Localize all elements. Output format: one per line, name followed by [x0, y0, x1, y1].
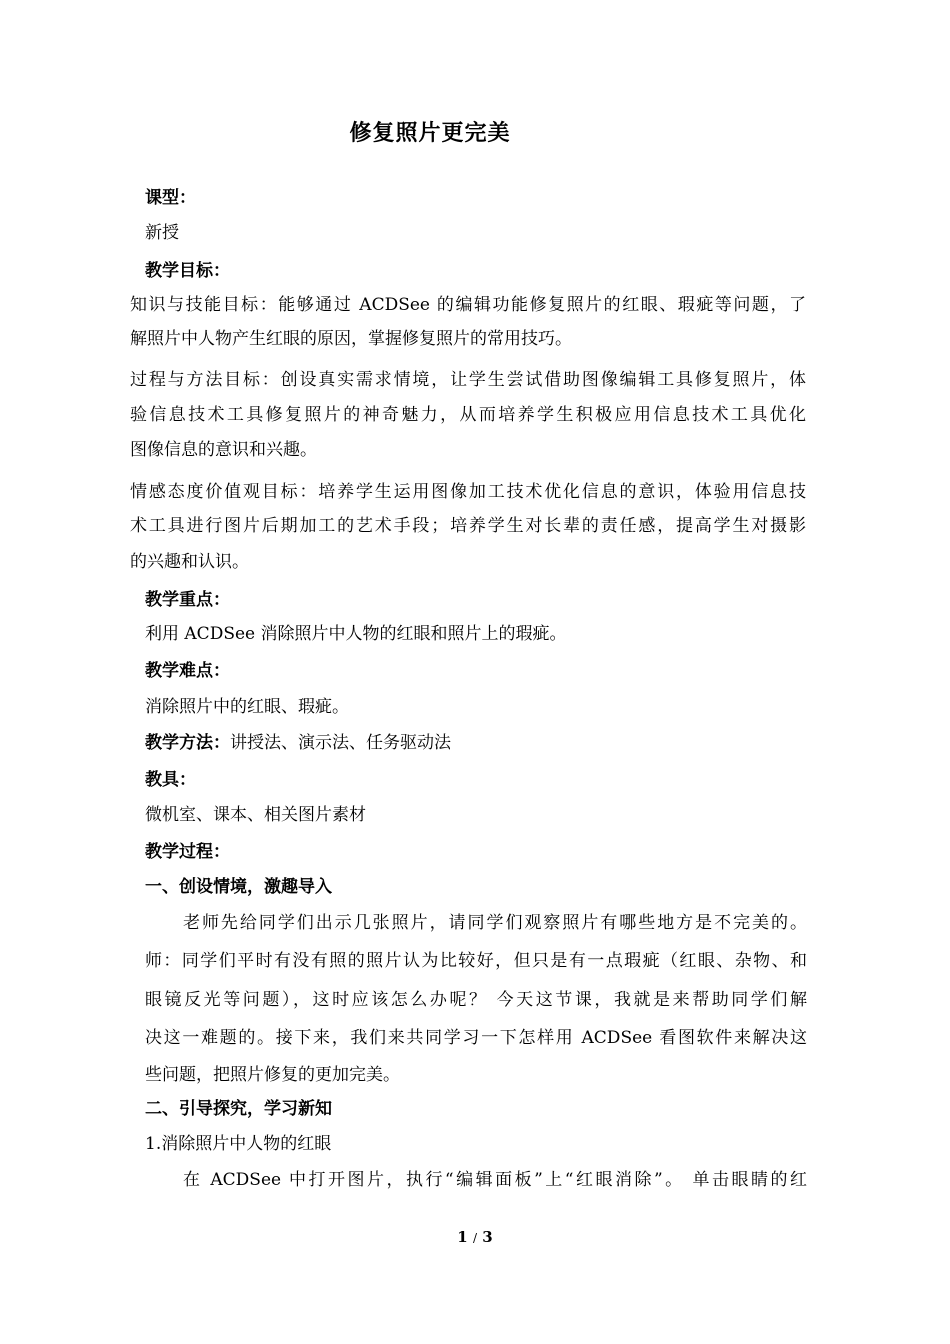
- process-label: 教学过程：: [145, 842, 230, 862]
- section2-line-1: 在 ACDSee 中打开图片，执行“编辑面板”上“红眼消除”。 单击眼睛的红: [183, 1170, 807, 1190]
- section2-subheading: 1.消除照片中人物的红眼: [145, 1134, 332, 1154]
- section2-heading: 二、引导探究，学习新知: [145, 1099, 332, 1119]
- section1-line-5: 些问题，把照片修复的更加完美。: [145, 1065, 400, 1085]
- objective-process-line-2: 验信息技术工具修复照片的神奇魅力，从而培养学生积极应用信息技术工具优化: [130, 405, 806, 425]
- section1-line-1: 老师先给同学们出示几张照片，请同学们观察照片有哪些地方是不完美的。: [183, 913, 807, 933]
- tools-value: 微机室、课本、相关图片素材: [145, 805, 366, 825]
- section1-line-3: 眼镜反光等问题），这时应该怎么办呢？ 今天这节课，我就是来帮助同学们解: [145, 990, 807, 1010]
- section1-line-4: 决这一难题的。接下来，我们来共同学习一下怎样用 ACDSee 看图软件来解决这: [145, 1028, 807, 1048]
- objective-knowledge-line-1: 知识与技能目标：能够通过 ACDSee 的编辑功能修复照片的红眼、瑕疵等问题，了: [130, 295, 806, 315]
- page-separator: /: [472, 1231, 478, 1245]
- method-label: 教学方法：: [145, 733, 230, 753]
- objective-knowledge-line-2: 解照片中人物产生红眼的原因，掌握修复照片的常用技巧。: [130, 329, 572, 349]
- objective-emotion-line-1: 情感态度价值观目标：培养学生运用图像加工技术优化信息的意识，体验用信息技: [130, 482, 806, 502]
- tools-label: 教具：: [145, 770, 196, 790]
- lesson-type-value: 新授: [145, 223, 179, 243]
- objective-process-line-3: 图像信息的意识和兴趣。: [130, 440, 317, 460]
- lesson-type-label: 课型：: [145, 188, 196, 208]
- key-point-value: 利用 ACDSee 消除照片中人物的红眼和照片上的瑕疵。: [145, 624, 567, 644]
- section1-line-2: 师：同学们平时有没有照的照片认为比较好，但只是有一点瑕疵（红眼、杂物、和: [145, 951, 807, 971]
- page-number: [0, 1228, 950, 1246]
- objectives-label: 教学目标：: [145, 261, 230, 281]
- difficulty-label: 教学难点：: [145, 661, 230, 681]
- difficulty-value: 消除照片中的红眼、瑕疵。: [145, 697, 349, 717]
- page-total: 3: [482, 1228, 493, 1246]
- key-point-label: 教学重点：: [145, 590, 230, 610]
- objective-process-line-1: 过程与方法目标：创设真实需求情境，让学生尝试借助图像编辑工具修复照片，体: [130, 370, 806, 390]
- method-value: 讲授法、演示法、任务驱动法: [230, 733, 451, 753]
- objective-emotion-line-3: 的兴趣和认识。: [130, 552, 249, 572]
- teaching-method: [145, 731, 451, 755]
- objective-emotion-line-2: 术工具进行图片后期加工的艺术手段；培养学生对长辈的责任感，提高学生对摄影: [130, 516, 806, 536]
- page-title: 修复照片更完美: [349, 121, 511, 146]
- page-current: 1: [457, 1228, 468, 1246]
- section1-heading: 一、创设情境，激趣导入: [145, 877, 332, 897]
